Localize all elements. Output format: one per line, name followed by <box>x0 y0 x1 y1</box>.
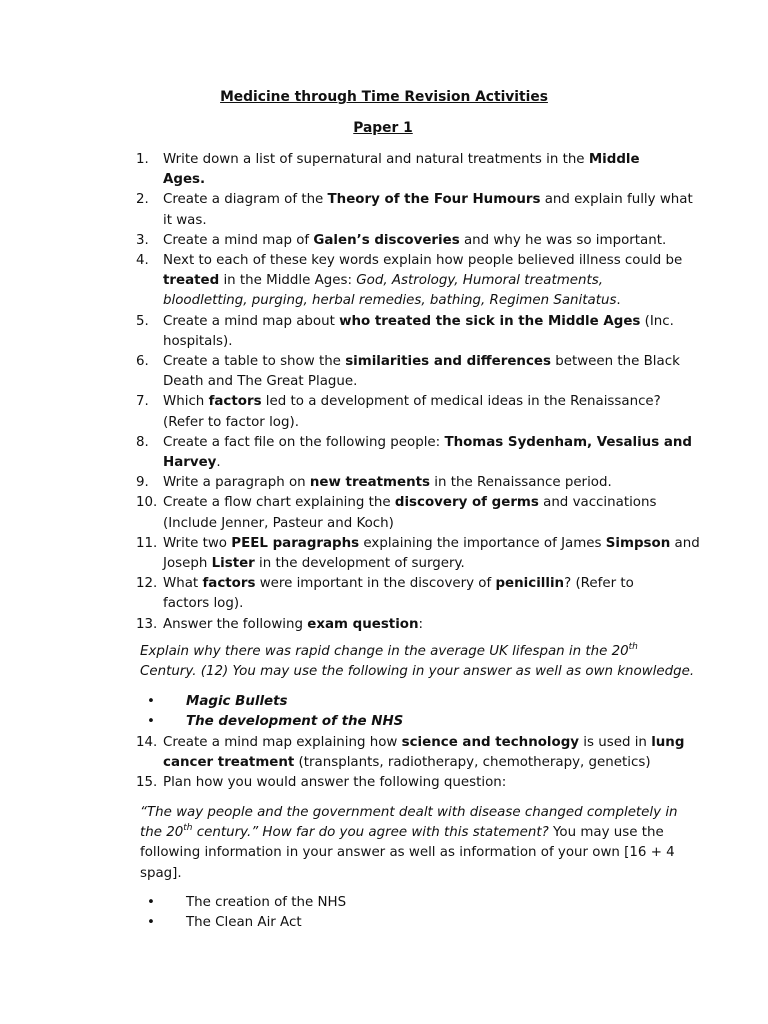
text-line <box>163 514 683 534</box>
text-run: lung <box>651 735 685 750</box>
text-run: discovery of germs <box>394 495 539 511</box>
text-run: Harvey <box>163 455 217 470</box>
list-item-number: 8. <box>136 434 149 450</box>
text-run: treated <box>163 273 220 289</box>
list-item-text <box>163 231 683 251</box>
text-run: Create a mind map of <box>163 232 314 248</box>
text-run: Death and The Great Plague. <box>163 374 358 390</box>
text-line <box>163 534 700 554</box>
list-item-text <box>163 534 700 574</box>
text-run: cancer treatment <box>163 755 295 771</box>
text-line <box>163 753 683 773</box>
list-item-text <box>163 773 683 793</box>
list-item-number: 10. <box>136 495 158 511</box>
text-line <box>163 473 683 493</box>
exam-question-1 <box>140 642 695 682</box>
text-run: Joseph <box>163 556 212 571</box>
text-line <box>163 150 683 170</box>
text-run: hospitals). <box>163 333 233 349</box>
text-run: factors log). <box>163 596 244 612</box>
text-run: and <box>670 535 700 551</box>
text-run: penicillin <box>495 576 565 592</box>
text-line <box>163 773 683 793</box>
list-item-text <box>163 352 683 392</box>
text-run: is used in <box>579 735 652 750</box>
text-line <box>140 662 695 682</box>
text-run: Create a flow chart explaining the <box>163 495 395 511</box>
list-item-number: 1. <box>136 152 149 167</box>
text-line <box>140 843 680 863</box>
list-item-text <box>163 150 683 190</box>
list-item-number: 14. <box>136 735 158 750</box>
text-run: Lister <box>211 556 255 571</box>
text-run: . <box>616 293 621 309</box>
text-line <box>163 352 683 372</box>
text-run: Theory of the Four Humours <box>327 192 541 208</box>
text-line <box>163 312 683 332</box>
text-run: Answer the following <box>163 616 308 632</box>
list-item-number: 5. <box>136 313 149 329</box>
text-line <box>140 803 680 823</box>
text-line <box>163 733 683 753</box>
text-run: God, Astrology, Humoral treatments, <box>356 273 603 289</box>
text-run: Galen’s discoveries <box>313 232 460 248</box>
text-run: and vaccinations <box>538 495 657 511</box>
text-run: and explain fully what <box>540 192 693 208</box>
bullet-text: The development of the NHS <box>186 714 404 730</box>
text-run: between the Black <box>550 354 680 369</box>
text-run: it was. <box>163 212 207 228</box>
text-run: Which <box>163 394 209 410</box>
text-run: (Include Jenner, Pasteur and Koch) <box>163 515 394 531</box>
list-item-text <box>163 433 692 473</box>
text-line <box>163 574 683 594</box>
bullet-text: Magic Bullets <box>186 694 288 709</box>
text-run: Write down a list of supernatural and natural treatments in the <box>163 152 589 167</box>
text-run: th <box>628 642 638 652</box>
text-run: What <box>163 576 203 592</box>
list-item-text <box>163 574 683 614</box>
text-run: (Refer to factor log). <box>163 414 299 430</box>
text-line <box>163 190 693 210</box>
text-run: Middle <box>588 152 640 167</box>
text-run: were important in the discovery of <box>255 576 496 592</box>
list-item-number: 3. <box>136 232 149 248</box>
text-run: You may use the <box>548 825 664 841</box>
text-line <box>163 231 683 251</box>
bullet-dot-icon: • <box>147 915 155 931</box>
text-run: Write two <box>163 535 232 551</box>
text-run: Create a diagram of the <box>163 192 328 208</box>
list-item-number: 15. <box>136 775 158 791</box>
text-run: who treated the sick in the Middle Ages <box>339 313 641 329</box>
text-line <box>163 453 683 473</box>
text-line <box>163 493 683 513</box>
text-run: spag]. <box>140 865 182 881</box>
text-run: Century. (12) You may use the following in your answer as well as own knowledge. <box>140 664 695 680</box>
text-run: ? (Refer to <box>564 576 634 592</box>
text-run: and why he was so important. <box>459 232 667 248</box>
list-item-text <box>163 473 683 493</box>
text-run: (transplants, radiotherapy, chemotherapy, genetics) <box>294 755 651 771</box>
list-item-text <box>163 392 683 432</box>
text-run: Simpson <box>605 535 671 551</box>
text-line <box>163 170 683 190</box>
bullet-text: The creation of the NHS <box>186 895 347 910</box>
list-item-number: 4. <box>136 253 149 268</box>
list-item-number: 2. <box>136 192 149 208</box>
text-run: science and technology <box>401 735 580 750</box>
text-line <box>163 392 683 412</box>
text-line <box>163 615 683 635</box>
text-run: in the development of surgery. <box>254 556 465 571</box>
bullet-dot-icon: • <box>147 694 155 709</box>
text-run: Create a fact file on the following people: <box>163 434 445 450</box>
text-run: explaining the importance of James <box>359 535 606 551</box>
text-line <box>163 332 683 352</box>
text-run: in the Renaissance period. <box>430 475 612 491</box>
list-item-number: 13. <box>136 616 158 632</box>
bullet-text: The Clean Air Act <box>186 915 302 931</box>
list-item-number: 7. <box>136 394 149 410</box>
list-item-text <box>163 733 683 773</box>
text-run: Next to each of these key words explain how people believed illness could be <box>163 253 683 268</box>
bullet-dot-icon: • <box>147 714 155 730</box>
text-run: Plan how you would answer the following question: <box>163 775 507 791</box>
text-line <box>163 251 683 271</box>
list-item-text <box>163 251 683 312</box>
text-line <box>140 864 680 884</box>
list-item-text <box>163 615 683 635</box>
document-subtitle: Paper 1 <box>353 120 413 136</box>
list-item-number: 6. <box>136 354 149 369</box>
text-run: th <box>183 823 193 834</box>
list-item-number: 11. <box>136 535 158 551</box>
text-run: PEEL paragraphs <box>231 535 360 551</box>
text-run: . <box>216 455 221 470</box>
text-run: led to a development of medical ideas in the Renaissance? <box>261 394 661 410</box>
bullet-dot-icon: • <box>147 895 155 910</box>
list-item-number: 12. <box>136 576 158 592</box>
text-run: Create a mind map explaining how <box>163 735 402 750</box>
text-run: factors <box>208 394 262 410</box>
list-item-text <box>163 190 693 230</box>
text-run: bloodletting, purging, herbal remedies, bathing, Regimen Sanitatus <box>163 293 617 309</box>
text-run: Thomas Sydenham, Vesalius and <box>444 434 692 450</box>
text-run: (Inc. <box>640 313 674 329</box>
text-run: Write a paragraph on <box>163 475 310 491</box>
list-item-text <box>163 312 683 352</box>
text-line <box>163 413 683 433</box>
text-run: new treatments <box>309 475 431 491</box>
text-run: factors <box>202 576 256 592</box>
document-title: Medicine through Time Revision Activities <box>220 89 548 105</box>
text-run: similarities and differences <box>345 354 551 369</box>
text-run: in the Middle Ages: <box>219 273 357 289</box>
text-line <box>163 433 692 453</box>
text-line <box>163 372 683 392</box>
exam-question-2 <box>140 803 680 884</box>
text-line <box>163 291 683 311</box>
text-run: “The way people and the government dealt with disease changed completely in <box>140 805 678 820</box>
text-run: exam question <box>307 616 419 632</box>
text-run: century.” How far do you agree with this statement? <box>192 825 549 841</box>
list-item-number: 9. <box>136 475 149 491</box>
text-line <box>163 211 683 231</box>
text-line <box>140 642 680 662</box>
text-run: following information in your answer as well as information of your own [16 + 4 <box>140 845 675 861</box>
text-run: the 20 <box>140 825 184 841</box>
text-run: Explain why there was rapid change in the average UK lifespan in the 20 <box>140 644 629 659</box>
text-run: Ages. <box>163 172 206 188</box>
text-line <box>163 554 683 574</box>
list-item-text <box>163 493 683 533</box>
text-run: Create a table to show the <box>163 354 346 369</box>
text-line <box>140 823 680 843</box>
text-line <box>163 271 683 291</box>
text-run: Create a mind map about <box>163 313 340 329</box>
text-run: : <box>418 616 424 632</box>
text-line <box>163 594 683 614</box>
